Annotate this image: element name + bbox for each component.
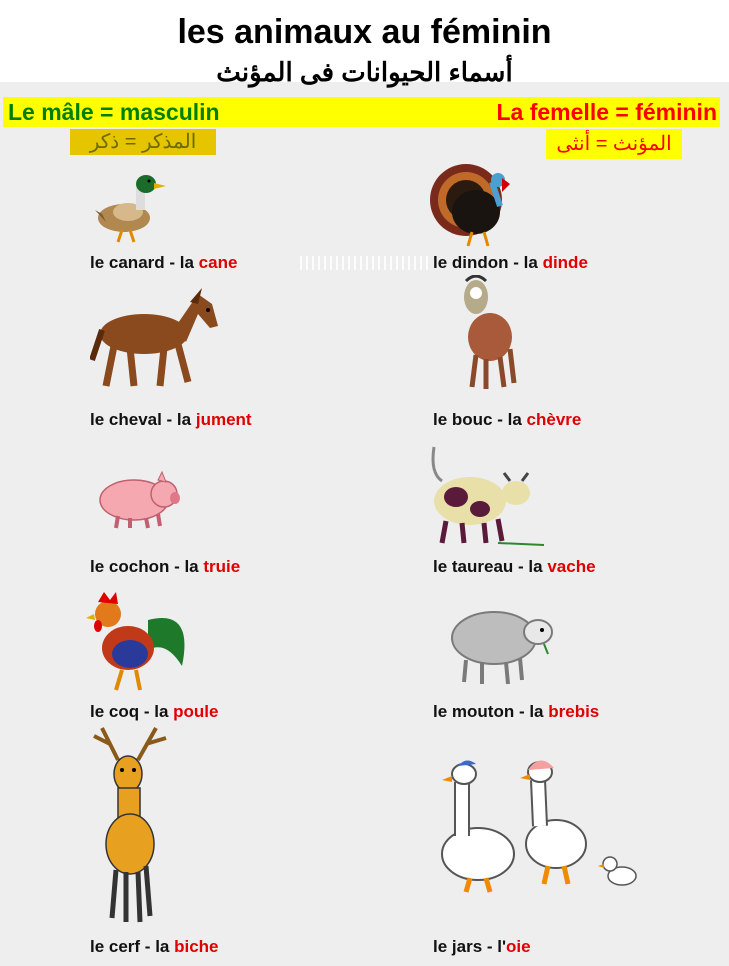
feminine-name: jument <box>195 410 252 429</box>
masculine-name: le cerf - la <box>90 937 175 956</box>
pair-caption <box>433 252 588 274</box>
feminine-name: poule <box>173 702 219 721</box>
rooster-icon <box>86 590 196 698</box>
arabic-subtitle: أسماء الحيوانات فى المؤنث <box>216 57 513 87</box>
pig-icon <box>96 470 181 530</box>
page-title: les animaux au féminin <box>177 13 552 51</box>
feminine-name: dinde <box>542 253 588 272</box>
dotted-divider <box>300 256 430 270</box>
male-header: Le mâle = masculin <box>8 99 220 125</box>
cow-icon <box>428 443 546 549</box>
duck-icon <box>92 170 167 245</box>
masculine-name: le dindon - la <box>433 253 543 272</box>
masculine-name: le cochon - la <box>90 557 204 576</box>
pair-caption <box>433 701 599 723</box>
pair-caption <box>433 936 531 958</box>
masculine-name: le canard - la <box>90 253 199 272</box>
pair-caption <box>90 556 240 578</box>
masculine-name: le mouton - la <box>433 702 549 721</box>
horse-icon <box>90 282 220 392</box>
masculine-name: le coq - la <box>90 702 174 721</box>
goat-icon <box>456 275 522 393</box>
masculine-name: le taureau - la <box>433 557 548 576</box>
feminine-name: chèvre <box>526 410 582 429</box>
pair-caption <box>90 409 252 431</box>
pair-caption <box>90 701 218 723</box>
pair-caption <box>433 409 581 431</box>
masculine-name: le cheval - la <box>90 410 196 429</box>
masculine-name: le jars - l' <box>433 937 507 956</box>
male-arabic-label: المذكر = ذكر <box>70 129 216 155</box>
masculine-name: le bouc - la <box>433 410 527 429</box>
feminine-name: oie <box>506 937 531 956</box>
sheep-icon <box>448 604 560 686</box>
feminine-name: cane <box>198 253 238 272</box>
pair-caption <box>433 556 596 578</box>
pair-caption <box>90 936 219 958</box>
feminine-name: truie <box>203 557 241 576</box>
feminine-name: brebis <box>548 702 600 721</box>
deer-icon <box>88 726 172 928</box>
female-header: La femelle = féminin <box>496 99 717 125</box>
geese-icon <box>440 752 640 900</box>
female-arabic-label: المؤنث = أنثى <box>546 129 682 159</box>
pair-caption <box>90 252 237 274</box>
turkey-icon <box>430 160 520 248</box>
feminine-name: biche <box>174 937 219 956</box>
feminine-name: vache <box>547 557 596 576</box>
